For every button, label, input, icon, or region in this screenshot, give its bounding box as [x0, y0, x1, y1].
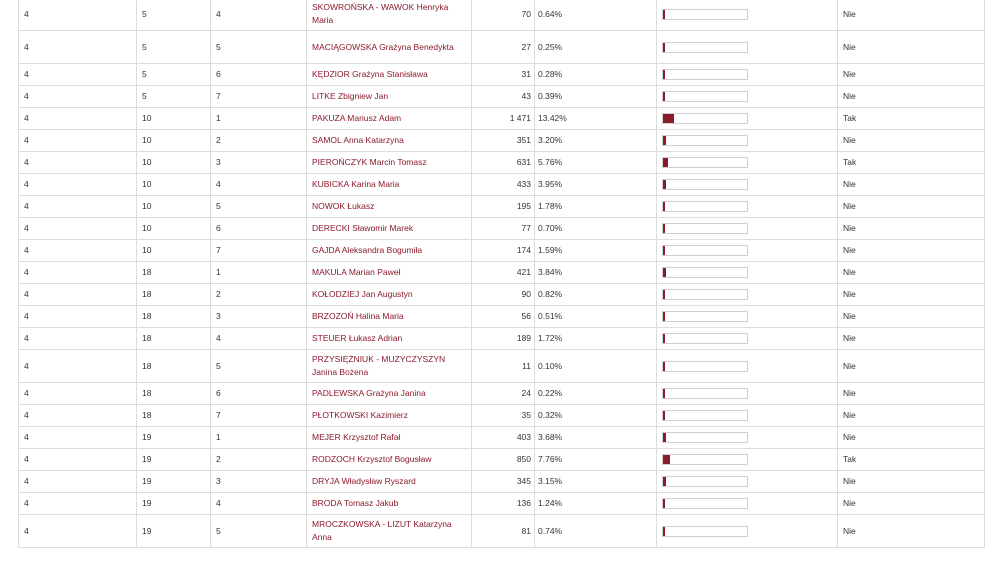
elected-cell: Nie [838, 0, 985, 31]
candidate-name-cell [307, 262, 472, 284]
percent-cell: 0.82% [535, 284, 657, 306]
votes-cell: 27 [472, 31, 535, 64]
elected-cell: Nie [838, 86, 985, 108]
list-position-cell: 6 [211, 383, 307, 405]
percent-cell: 1.78% [535, 196, 657, 218]
percent-bar-track [662, 476, 748, 487]
percent-bar-fill [663, 362, 665, 371]
votes-cell: 136 [472, 493, 535, 515]
percent-cell: 3.15% [535, 471, 657, 493]
percent-bar-fill [663, 527, 665, 536]
elected-cell: Nie [838, 218, 985, 240]
percent-bar-track [662, 388, 748, 399]
elected-cell: Nie [838, 130, 985, 152]
elected-cell: Nie [838, 284, 985, 306]
percent-bar-track [662, 454, 748, 465]
percent-bar-track [662, 333, 748, 344]
percent-cell: 7.76% [535, 449, 657, 471]
percent-bar-track [662, 113, 748, 124]
percent-cell: 0.28% [535, 64, 657, 86]
votes-cell: 81 [472, 515, 535, 548]
percent-bar-fill [663, 114, 674, 123]
elected-cell: Nie [838, 306, 985, 328]
percent-bar-track [662, 157, 748, 168]
candidate-name-cell [307, 152, 472, 174]
list-position-cell: 4 [211, 0, 307, 31]
okreg-cell: 4 [19, 64, 137, 86]
list-number-cell: 18 [137, 405, 211, 427]
percent-bar-track [662, 498, 748, 509]
candidate-name-cell [307, 471, 472, 493]
list-position-cell: 6 [211, 218, 307, 240]
percent-bar-fill [663, 10, 665, 19]
okreg-cell: 4 [19, 449, 137, 471]
list-number-cell: 5 [137, 86, 211, 108]
percent-bar-cell [657, 284, 838, 306]
votes-cell: 56 [472, 306, 535, 328]
elected-cell: Nie [838, 64, 985, 86]
candidate-name-link[interactable]: KOŁODZIEJ Jan Augustyn [312, 289, 413, 299]
list-number-cell: 19 [137, 449, 211, 471]
percent-bar-fill [663, 246, 665, 255]
percent-bar-cell [657, 515, 838, 548]
candidate-name-link[interactable]: PADLEWSKA Grażyna Janina [312, 388, 426, 398]
votes-cell: 189 [472, 328, 535, 350]
percent-bar-fill [663, 290, 665, 299]
percent-cell: 0.70% [535, 218, 657, 240]
votes-cell: 195 [472, 196, 535, 218]
elected-cell: Tak [838, 449, 985, 471]
list-position-cell: 1 [211, 427, 307, 449]
percent-bar-cell [657, 405, 838, 427]
list-number-cell: 18 [137, 350, 211, 383]
elected-cell: Nie [838, 471, 985, 493]
list-position-cell: 3 [211, 471, 307, 493]
percent-bar-fill [663, 158, 668, 167]
percent-bar-fill [663, 268, 666, 277]
candidate-name-cell [307, 108, 472, 130]
percent-bar-cell [657, 350, 838, 383]
list-position-cell: 5 [211, 350, 307, 383]
list-position-cell: 1 [211, 108, 307, 130]
percent-cell: 0.10% [535, 350, 657, 383]
percent-cell: 0.64% [535, 0, 657, 31]
percent-bar-cell [657, 262, 838, 284]
percent-cell: 0.32% [535, 405, 657, 427]
elected-cell: Nie [838, 350, 985, 383]
list-number-cell: 19 [137, 493, 211, 515]
table-row [19, 240, 985, 262]
okreg-cell: 4 [19, 350, 137, 383]
percent-bar-fill [663, 202, 665, 211]
percent-bar-cell [657, 449, 838, 471]
candidate-name-cell [307, 0, 472, 31]
table-row [19, 306, 985, 328]
candidate-name-cell [307, 240, 472, 262]
table-row [19, 31, 985, 64]
percent-bar-cell [657, 86, 838, 108]
votes-cell: 43 [472, 86, 535, 108]
elected-cell: Nie [838, 328, 985, 350]
votes-cell: 421 [472, 262, 535, 284]
percent-cell: 5.76% [535, 152, 657, 174]
candidate-name-link[interactable]: DRYJA Władysław Ryszard [312, 476, 416, 486]
candidate-name-link[interactable]: MROCZKOWSKA - LIZUT Katarzyna Anna [312, 519, 452, 542]
percent-bar-fill [663, 180, 666, 189]
percent-cell: 0.51% [535, 306, 657, 328]
list-number-cell: 18 [137, 262, 211, 284]
candidate-name-cell [307, 515, 472, 548]
percent-cell: 0.25% [535, 31, 657, 64]
candidate-name-link[interactable]: MACIĄGOWSKA Grażyna Benedykta [312, 41, 454, 52]
okreg-cell: 4 [19, 130, 137, 152]
percent-cell: 0.74% [535, 515, 657, 548]
candidate-name-link[interactable]: GAJDA Aleksandra Bogumiła [312, 245, 423, 255]
candidate-name-link[interactable]: PIEROŃCZYK Marcin Tomasz [312, 157, 427, 167]
percent-bar-track [662, 201, 748, 212]
okreg-cell: 4 [19, 383, 137, 405]
okreg-cell: 4 [19, 31, 137, 64]
candidate-name-cell [307, 31, 472, 64]
list-number-cell: 19 [137, 515, 211, 548]
candidate-name-link[interactable]: SAMOL Anna Katarzyna [312, 135, 404, 145]
candidate-name-cell [307, 449, 472, 471]
candidate-name-link[interactable]: MAKULA Marian Paweł [312, 267, 401, 277]
votes-cell: 35 [472, 405, 535, 427]
percent-bar-cell [657, 383, 838, 405]
list-position-cell: 4 [211, 493, 307, 515]
percent-bar-cell [657, 427, 838, 449]
percent-cell: 0.22% [535, 383, 657, 405]
results-table [18, 0, 985, 548]
list-number-cell: 19 [137, 471, 211, 493]
table-row [19, 493, 985, 515]
percent-bar-track [662, 42, 748, 53]
list-number-cell: 18 [137, 284, 211, 306]
percent-bar-track [662, 311, 748, 322]
percent-cell: 1.72% [535, 328, 657, 350]
percent-cell: 3.20% [535, 130, 657, 152]
votes-cell: 174 [472, 240, 535, 262]
percent-bar-track [662, 361, 748, 372]
list-position-cell: 3 [211, 306, 307, 328]
votes-cell: 1 471 [472, 108, 535, 130]
list-number-cell: 5 [137, 0, 211, 31]
percent-bar-track [662, 91, 748, 102]
okreg-cell: 4 [19, 515, 137, 548]
votes-cell: 70 [472, 0, 535, 31]
results-body [19, 0, 985, 548]
percent-bar-fill [663, 455, 670, 464]
table-row [19, 196, 985, 218]
table-row [19, 515, 985, 548]
candidate-name-link[interactable]: KUBICKA Karina Maria [312, 179, 400, 189]
percent-bar-fill [663, 411, 665, 420]
percent-bar-track [662, 267, 748, 278]
votes-cell: 433 [472, 174, 535, 196]
candidate-name-cell [307, 64, 472, 86]
candidate-name-cell [307, 196, 472, 218]
percent-bar-track [662, 526, 748, 537]
percent-bar-fill [663, 477, 666, 486]
list-number-cell: 10 [137, 152, 211, 174]
percent-bar-cell [657, 108, 838, 130]
list-position-cell: 7 [211, 405, 307, 427]
list-number-cell: 18 [137, 328, 211, 350]
okreg-cell: 4 [19, 174, 137, 196]
candidate-name-cell [307, 405, 472, 427]
okreg-cell: 4 [19, 108, 137, 130]
elected-cell: Nie [838, 493, 985, 515]
table-row [19, 218, 985, 240]
percent-bar-track [662, 179, 748, 190]
candidate-name-cell [307, 383, 472, 405]
table-row [19, 0, 985, 31]
percent-cell: 13.42% [535, 108, 657, 130]
votes-cell: 403 [472, 427, 535, 449]
candidate-name-link[interactable]: PAKUZA Mariusz Adam [312, 113, 402, 123]
votes-cell: 31 [472, 64, 535, 86]
votes-cell: 345 [472, 471, 535, 493]
candidate-name-cell [307, 218, 472, 240]
candidate-name-cell [307, 350, 472, 383]
percent-bar-fill [663, 334, 665, 343]
list-number-cell: 5 [137, 64, 211, 86]
list-number-cell: 5 [137, 31, 211, 64]
elected-cell: Nie [838, 515, 985, 548]
list-position-cell: 6 [211, 64, 307, 86]
list-position-cell: 1 [211, 262, 307, 284]
percent-bar-fill [663, 136, 666, 145]
percent-bar-track [662, 69, 748, 80]
percent-bar-track [662, 432, 748, 443]
okreg-cell: 4 [19, 152, 137, 174]
list-position-cell: 4 [211, 174, 307, 196]
list-position-cell: 2 [211, 130, 307, 152]
table-row [19, 152, 985, 174]
candidate-name-link[interactable]: PŁOTKOWSKI Kazimierz [312, 410, 408, 420]
candidate-name-cell [307, 174, 472, 196]
list-number-cell: 18 [137, 306, 211, 328]
percent-bar-cell [657, 196, 838, 218]
table-row [19, 130, 985, 152]
percent-cell: 1.24% [535, 493, 657, 515]
table-row [19, 108, 985, 130]
okreg-cell: 4 [19, 240, 137, 262]
elected-cell: Nie [838, 405, 985, 427]
table-row [19, 284, 985, 306]
percent-bar-track [662, 135, 748, 146]
table-row [19, 350, 985, 383]
list-number-cell: 10 [137, 108, 211, 130]
percent-bar-track [662, 9, 748, 20]
table-row [19, 427, 985, 449]
okreg-cell: 4 [19, 0, 137, 31]
votes-cell: 631 [472, 152, 535, 174]
okreg-cell: 4 [19, 405, 137, 427]
elected-cell: Nie [838, 262, 985, 284]
elected-cell: Nie [838, 196, 985, 218]
candidate-name-link[interactable]: BRZOZOŃ Halina Maria [312, 311, 404, 321]
elected-cell: Nie [838, 31, 985, 64]
percent-bar-cell [657, 218, 838, 240]
candidate-name-link[interactable]: SKOWROŃSKA - WAWOK Henryka Maria [312, 2, 449, 25]
okreg-cell: 4 [19, 493, 137, 515]
votes-cell: 77 [472, 218, 535, 240]
percent-bar-cell [657, 64, 838, 86]
elected-cell: Nie [838, 174, 985, 196]
percent-bar-track [662, 410, 748, 421]
percent-bar-fill [663, 433, 666, 442]
candidate-name-link[interactable]: BRODA Tomasz Jakub [312, 498, 399, 508]
okreg-cell: 4 [19, 262, 137, 284]
candidate-name-link[interactable]: PRZYSIĘŻNIUK - MUZYCZYSZYN Janina Bożena [312, 354, 446, 377]
percent-cell: 3.84% [535, 262, 657, 284]
candidate-name-link[interactable]: KĘDZIOR Grażyna Stanisława [312, 69, 428, 79]
percent-bar-cell [657, 306, 838, 328]
percent-bar-cell [657, 493, 838, 515]
percent-bar-fill [663, 92, 665, 101]
percent-cell: 3.95% [535, 174, 657, 196]
list-number-cell: 10 [137, 196, 211, 218]
percent-bar-cell [657, 174, 838, 196]
list-position-cell: 5 [211, 31, 307, 64]
table-row [19, 383, 985, 405]
candidate-name-cell [307, 493, 472, 515]
okreg-cell: 4 [19, 196, 137, 218]
okreg-cell: 4 [19, 471, 137, 493]
votes-cell: 351 [472, 130, 535, 152]
okreg-cell: 4 [19, 218, 137, 240]
percent-bar-cell [657, 240, 838, 262]
list-position-cell: 4 [211, 328, 307, 350]
candidate-name-cell [307, 427, 472, 449]
votes-cell: 850 [472, 449, 535, 471]
list-number-cell: 19 [137, 427, 211, 449]
percent-cell: 0.39% [535, 86, 657, 108]
list-number-cell: 18 [137, 383, 211, 405]
okreg-cell: 4 [19, 284, 137, 306]
candidate-name-link[interactable]: STEUER Łukasz Adrian [312, 333, 403, 343]
elected-cell: Nie [838, 427, 985, 449]
candidate-name-link[interactable]: NOWOK Łukasz [312, 201, 375, 211]
list-number-cell: 10 [137, 130, 211, 152]
percent-bar-cell [657, 31, 838, 64]
percent-bar-cell [657, 328, 838, 350]
okreg-cell: 4 [19, 306, 137, 328]
percent-bar-track [662, 245, 748, 256]
votes-cell: 24 [472, 383, 535, 405]
okreg-cell: 4 [19, 427, 137, 449]
elected-cell: Tak [838, 108, 985, 130]
list-position-cell: 7 [211, 240, 307, 262]
candidate-name-cell [307, 130, 472, 152]
list-number-cell: 10 [137, 174, 211, 196]
candidate-name-cell [307, 328, 472, 350]
list-number-cell: 10 [137, 218, 211, 240]
table-row [19, 471, 985, 493]
table-row [19, 174, 985, 196]
table-row [19, 86, 985, 108]
percent-bar-fill [663, 43, 665, 52]
table-row [19, 449, 985, 471]
list-position-cell: 5 [211, 196, 307, 218]
candidate-name-cell [307, 284, 472, 306]
percent-cell: 3.68% [535, 427, 657, 449]
candidate-name-link[interactable]: RODZOCH Krzysztof Bogusław [312, 454, 432, 464]
percent-bar-fill [663, 499, 665, 508]
percent-bar-track [662, 223, 748, 234]
table-row [19, 262, 985, 284]
percent-bar-track [662, 289, 748, 300]
elected-cell: Nie [838, 383, 985, 405]
okreg-cell: 4 [19, 328, 137, 350]
percent-bar-cell [657, 152, 838, 174]
percent-bar-fill [663, 389, 665, 398]
percent-cell: 1.59% [535, 240, 657, 262]
elected-cell: Tak [838, 152, 985, 174]
candidate-name-cell [307, 86, 472, 108]
candidate-name-link[interactable]: LITKE Zbigniew Jan [312, 91, 389, 101]
list-position-cell: 2 [211, 284, 307, 306]
table-row [19, 405, 985, 427]
elected-cell: Nie [838, 240, 985, 262]
list-position-cell: 5 [211, 515, 307, 548]
percent-bar-cell [657, 0, 838, 31]
list-position-cell: 2 [211, 449, 307, 471]
list-position-cell: 3 [211, 152, 307, 174]
candidate-name-cell [307, 306, 472, 328]
percent-bar-fill [663, 312, 665, 321]
list-position-cell: 7 [211, 86, 307, 108]
votes-cell: 11 [472, 350, 535, 383]
candidate-name-link[interactable]: MEJER Krzysztof Rafał [312, 432, 401, 442]
table-row [19, 328, 985, 350]
okreg-cell: 4 [19, 86, 137, 108]
table-row [19, 64, 985, 86]
percent-bar-cell [657, 130, 838, 152]
percent-bar-cell [657, 471, 838, 493]
candidate-name-link[interactable]: DERECKI Sławomir Marek [312, 223, 414, 233]
list-number-cell: 10 [137, 240, 211, 262]
votes-cell: 90 [472, 284, 535, 306]
percent-bar-fill [663, 224, 665, 233]
percent-bar-fill [663, 70, 665, 79]
